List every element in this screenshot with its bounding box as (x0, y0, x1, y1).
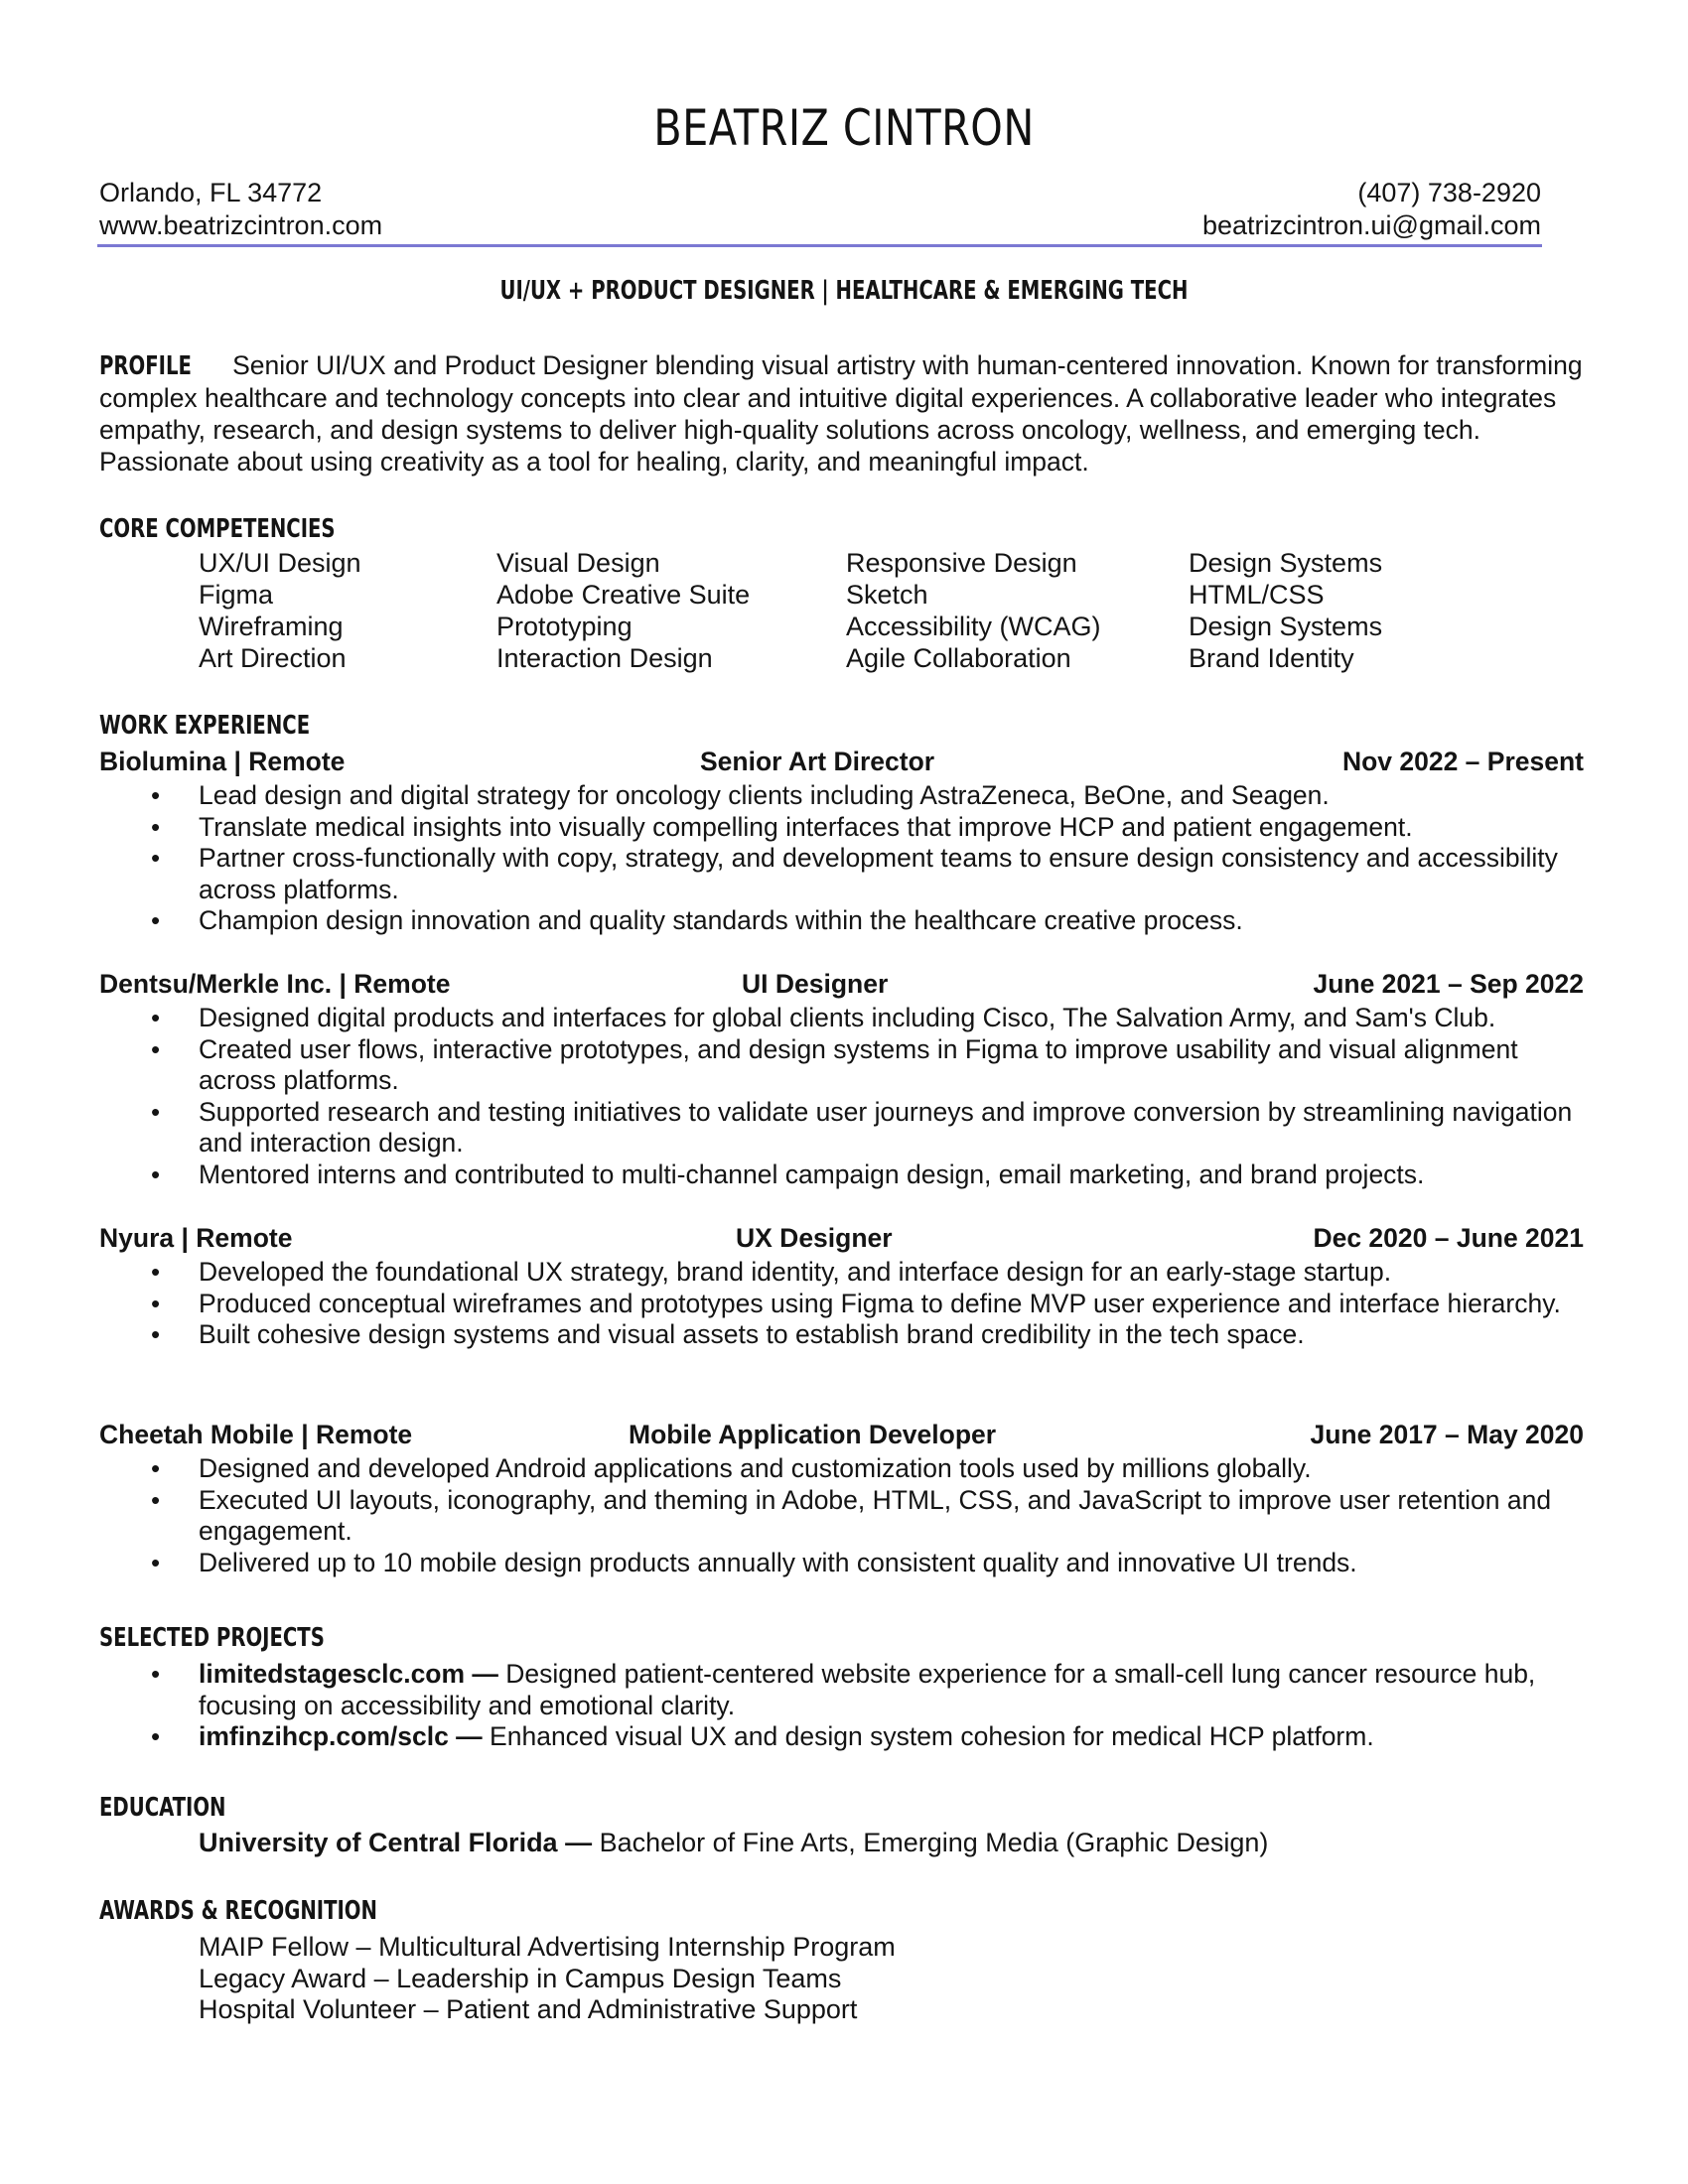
header-divider (97, 244, 1542, 247)
bullet-item: • Champion design innovation and quality standards within the healthcare creative process. (151, 905, 1581, 937)
bullet-item: • Executed UI layouts, iconography, and theming in Adobe, HTML, CSS, and JavaScript to improve user retention and engagement. (151, 1485, 1581, 1548)
awards-list (199, 1932, 896, 2026)
profile-section (99, 349, 1589, 478)
competency-item: HTML/CSS (1189, 580, 1325, 610)
resume-subtitle: UI/UX + PRODUCT DESIGNER | HEALTHCARE & EMERGING TECH (499, 276, 1189, 306)
education-entry (199, 1828, 1268, 1859)
competency-item: Prototyping (496, 612, 633, 641)
education-school: University of Central Florida — (199, 1828, 593, 1857)
competency-item: Wireframing (199, 612, 344, 641)
bullet-item: • Designed and developed Android applications and customization tools used by millions globally. (151, 1453, 1581, 1485)
competency-item: Adobe Creative Suite (496, 580, 751, 610)
job-role: UI Designer (742, 969, 889, 999)
competencies-heading: CORE COMPETENCIES (99, 514, 336, 544)
competency-item: Brand Identity (1189, 643, 1354, 673)
competency-column-1 (199, 547, 361, 674)
job-dates: June 2021 – Sep 2022 (1313, 969, 1584, 999)
phone: (407) 738-2920 (1357, 178, 1541, 207)
job-dates: June 2017 – May 2020 (1310, 1420, 1584, 1449)
candidate-name: BEATRIZ CINTRON (653, 99, 1035, 157)
project-description: Enhanced visual UX and design system cohesion for medical HCP platform. (482, 1721, 1374, 1751)
awards-heading: AWARDS & RECOGNITION (99, 1896, 377, 1926)
job-company: Biolumina | Remote (99, 747, 346, 776)
competency-item: UX/UI Design (199, 548, 361, 578)
bullet-item: • Lead design and digital strategy for oncology clients including AstraZeneca, BeOne, and Seagen. (151, 780, 1581, 812)
bullet-item: • Translate medical insights into visually compelling interfaces that improve HCP and patient engagement. (151, 812, 1581, 844)
contact-right (1202, 177, 1541, 242)
competency-item: Agile Collaboration (846, 643, 1071, 673)
bullet-item: • Built cohesive design systems and visual assets to establish brand credibility in the tech space. (151, 1319, 1581, 1351)
job-bullets (151, 780, 1581, 937)
bullet-item: • Created user flows, interactive prototypes, and design systems in Figma to improve usability and visual alignment across platforms. (151, 1034, 1581, 1097)
projects-heading: SELECTED PROJECTS (99, 1623, 325, 1653)
experience-heading: WORK EXPERIENCE (99, 711, 311, 741)
website-link[interactable]: www.beatrizcintron.com (99, 210, 383, 240)
competency-item: Accessibility (WCAG) (846, 612, 1101, 641)
job-bullets (151, 1453, 1581, 1578)
location: Orlando, FL 34772 (99, 178, 323, 207)
job-bullets (151, 1003, 1581, 1190)
profile-text: Senior UI/UX and Product Designer blending visual artistry with human-centered innovation. Known for transforming complex healthcare and technology concepts into clear and intuitive digital experiences. A collaborative leader who integrates empathy, research, and design systems to deliver high-quality solutions across oncology, wellness, and emerging tech. Passionate about using creativity as a tool for healing, clarity, and meaningful impact. (99, 350, 1583, 477)
award-item: Legacy Award – Leadership in Campus Design Teams (199, 1963, 842, 1993)
project-list (151, 1659, 1581, 1753)
job-dates: Nov 2022 – Present (1341, 747, 1584, 776)
competency-item: Sketch (846, 580, 928, 610)
job-role: Senior Art Director (700, 747, 935, 776)
bullet-item: • Partner cross-functionally with copy, strategy, and development teams to ensure design consistency and accessibility across platforms. (151, 843, 1581, 905)
award-item: Hospital Volunteer – Patient and Administrative Support (199, 1994, 858, 2024)
job-role: Mobile Application Developer (629, 1420, 997, 1449)
competency-column-4 (1189, 547, 1382, 674)
bullet-item: • Developed the foundational UX strategy, brand identity, and interface design for an early-stage startup. (151, 1257, 1581, 1289)
competency-item: Design Systems (1189, 548, 1383, 578)
profile-heading: PROFILE (99, 351, 192, 381)
award-item: MAIP Fellow – Multicultural Advertising Internship Program (199, 1932, 896, 1962)
job-company: Cheetah Mobile | Remote (99, 1420, 413, 1449)
job-header (99, 969, 1584, 1001)
job-company: Dentsu/Merkle Inc. | Remote (99, 969, 451, 999)
project-link[interactable]: imfinzihcp.com/sclc — (199, 1721, 483, 1751)
bullet-item: • Supported research and testing initiatives to validate user journeys and improve conversion by streamlining navigation and interaction design. (151, 1097, 1581, 1160)
bullet-item: • Delivered up to 10 mobile design products annually with consistent quality and innovative UI trends. (151, 1548, 1581, 1579)
education-heading: EDUCATION (99, 1793, 226, 1823)
contact-left (99, 177, 382, 242)
job-role: UX Designer (736, 1223, 893, 1253)
job-company: Nyura | Remote (99, 1223, 293, 1253)
competency-item: Figma (199, 580, 274, 610)
project-item (151, 1659, 1581, 1721)
job-header (99, 747, 1584, 778)
competency-item: Interaction Design (496, 643, 713, 673)
competency-item: Responsive Design (846, 548, 1077, 578)
competency-item: Art Direction (199, 643, 347, 673)
project-description: Designed patient-centered website experience for a small-cell lung cancer resource hub, focusing on accessibility and emotional clarity. (199, 1659, 1536, 1720)
project-link[interactable]: limitedstagesclc.com — (199, 1659, 498, 1689)
job-header (99, 1223, 1584, 1255)
bullet-item: • Designed digital products and interfaces for global clients including Cisco, The Salvation Army, and Sam's Club. (151, 1003, 1581, 1034)
job-dates: Dec 2020 – June 2021 (1313, 1223, 1584, 1253)
bullet-item: • Mentored interns and contributed to multi-channel campaign design, email marketing, and brand projects. (151, 1160, 1581, 1191)
email-link[interactable]: beatrizcintron.ui@gmail.com (1201, 210, 1541, 240)
bullet-item: • Produced conceptual wireframes and prototypes using Figma to define MVP user experience and interface hierarchy. (151, 1289, 1581, 1320)
job-header (99, 1420, 1584, 1451)
education-degree: Bachelor of Fine Arts, Emerging Media (Graphic Design) (592, 1828, 1269, 1857)
competency-item: Design Systems (1189, 612, 1383, 641)
competency-item: Visual Design (496, 548, 660, 578)
competency-column-3 (846, 547, 1101, 674)
job-bullets (151, 1257, 1581, 1351)
competency-column-2 (496, 547, 750, 674)
project-item (151, 1721, 1581, 1753)
